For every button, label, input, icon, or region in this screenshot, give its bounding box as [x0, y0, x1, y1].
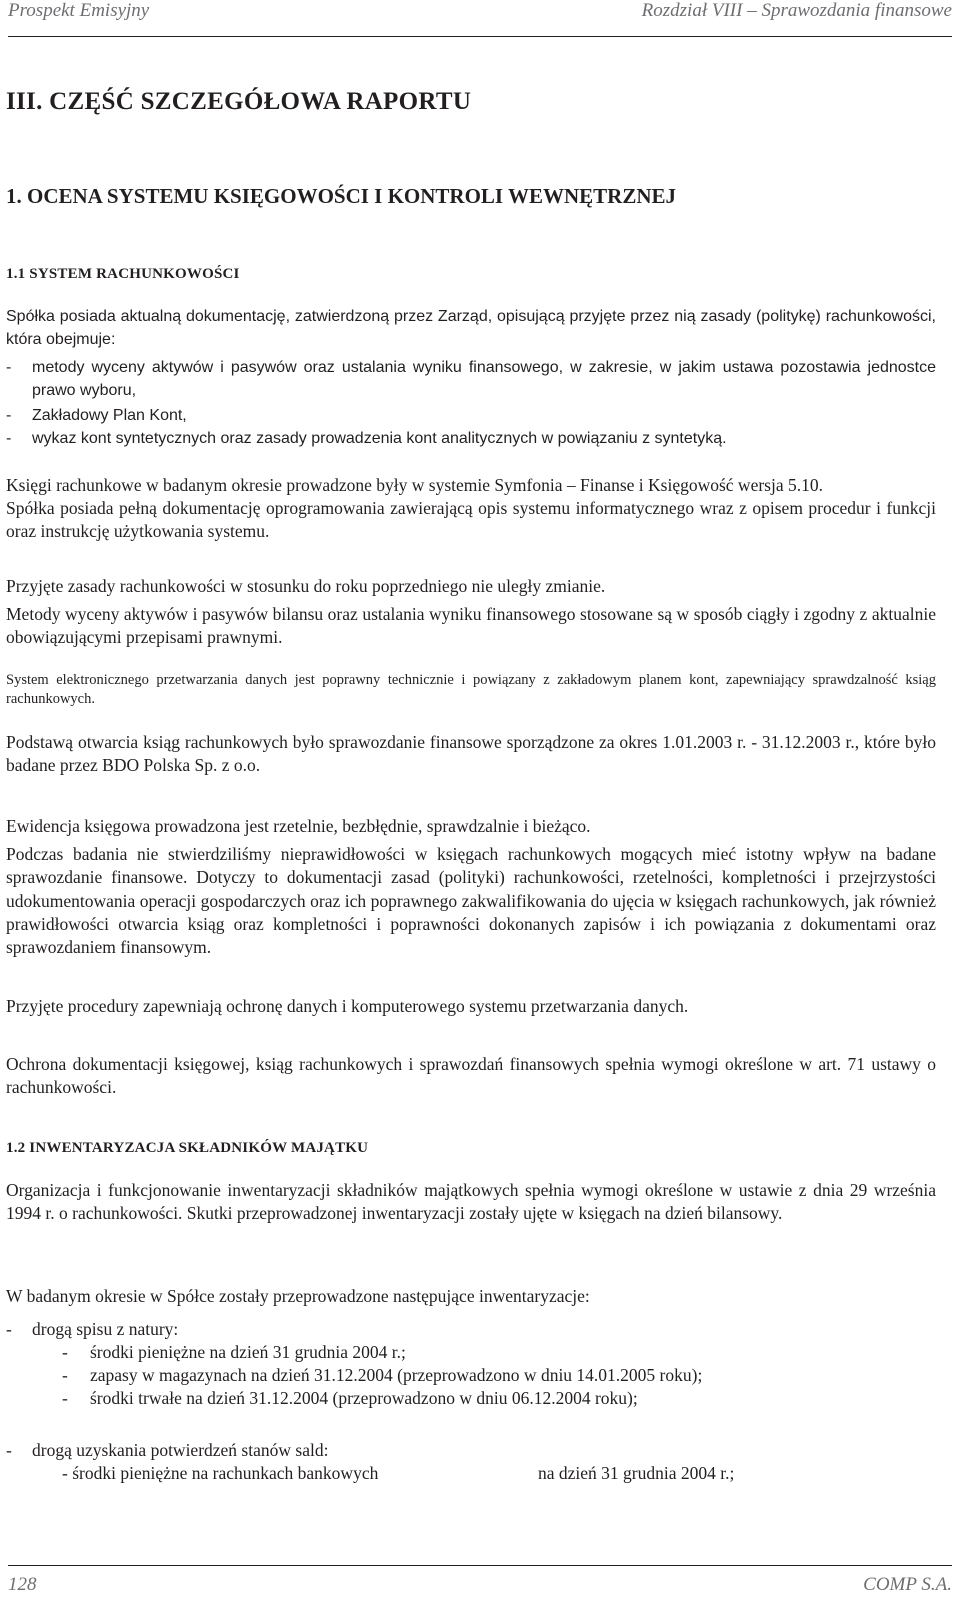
- section-1-heading: 1. OCENA SYSTEMU KSIĘGOWOŚCI I KONTROLI WEWNĘTRZNEJ: [6, 184, 677, 208]
- list-item: - Zakładowy Plan Kont,: [6, 407, 187, 424]
- valuation-methods-paragraph: Metody wyceny aktywów i pasywów bilansu oraz ustalania wyniku finansowego stosowane są w sposób ciągły i zgodny z aktualnie obowiązującymi przepisami prawnymi.: [6, 604, 936, 648]
- records-paragraph: Ewidencja księgowa prowadzona jest rzetelnie, bezbłędnie, sprawdzalnie i bieżąco.: [6, 816, 591, 836]
- list-item: - środki trwałe na dzień 31.12.2004 (przeprowadzono w dniu 06.12.2004 roku);: [62, 1388, 638, 1408]
- header-right: Rozdział VIII – Sprawozdania finansowe: [641, 0, 952, 21]
- accounting-policy-intro: Spółka posiada aktualną dokumentację, zatwierdzoną przez Zarząd, opisującą przyjęte przez nią zasady (politykę) rachunkowości, która obejmuje:: [6, 308, 936, 349]
- data-protection-paragraph: Przyjęte procedury zapewniają ochronę danych i komputerowego systemu przetwarzania danych.: [6, 996, 689, 1016]
- section-1-1-heading: 1.1 SYSTEM RACHUNKOWOŚCI: [6, 266, 240, 282]
- list-item: - metody wyceny aktywów i pasywów oraz ustalania wyniku finansowego, w zakresie, w jakim ustawa pozostawia jednostce prawo wyboru,: [6, 359, 936, 399]
- books-system-paragraph: Księgi rachunkowe w badanym okresie prowadzone były w systemie Symfonia – Finanse i Księgowość wersja 5.10.: [6, 475, 823, 495]
- list-item: - drogą spisu z natury:: [6, 1319, 179, 1339]
- software-docs-paragraph: Spółka posiada pełną dokumentację oprogramowania zawierającą opis systemu informatycznego wraz z opisem procedur i funkcji oraz instrukcję użytkowania systemu.: [6, 498, 936, 542]
- audit-findings-paragraph: Podczas badania nie stwierdziliśmy nieprawidłowości w księgach rachunkowych mogących mieć istotny wpływ na badane sprawozdanie finansowe. Dotyczy to dokumentacji zasad (polityki) rachunkowości, rzetelności, kompletności i przejrzystości udokumentowania operacji gospodarczych oraz ich poprawnego zakwalifikowania do ujęcia w księgach rachunkowych, jak również prawidłowości otwarcia ksiąg oraz kompletności i poprawności dokonanych zapisów i ich powiązania z dokumentami oraz sprawozdaniem finansowym.: [6, 844, 936, 958]
- section-1-2-heading: 1.2 INWENTARYZACJA SKŁADNIKÓW MAJĄTKU: [6, 1140, 369, 1156]
- header-rule: [8, 36, 952, 37]
- opening-balance-paragraph: Podstawą otwarcia ksiąg rachunkowych było sprawozdanie finansowe sporządzone za okres 1.01.2003 r. - 31.12.2003 r., które było badane przez BDO Polska Sp. z o.o.: [6, 732, 936, 776]
- list-item: - drogą uzyskania potwierdzeń stanów sald:: [6, 1440, 329, 1460]
- inventory-organization-paragraph: Organizacja i funkcjonowanie inwentaryzacji składników majątkowych spełnia wymogi określone w ustawie z dnia 29 września 1994 r. o rachunkowości. Skutki przeprowadzonej inwentaryzacji zostały ujęte w księgach na dzień bilansowy.: [6, 1180, 936, 1224]
- list-item: - wykaz kont syntetycznych oraz zasady prowadzenia kont analitycznych w powiązaniu z syntetyką.: [6, 430, 727, 447]
- list-item: - środki pieniężne na rachunkach bankowych na dzień 31 grudnia 2004 r.;: [62, 1463, 735, 1483]
- documentation-protection-paragraph: Ochrona dokumentacji księgowej, ksiąg rachunkowych i sprawozdań finansowych spełnia wymogi określone w art. 71 ustawy o rachunkowości.: [6, 1054, 936, 1098]
- running-header: [8, 0, 952, 28]
- policy-unchanged-paragraph: Przyjęte zasady rachunkowości w stosunku do roku poprzedniego nie uległy zmianie.: [6, 576, 606, 596]
- part-title: III. CZĘŚĆ SZCZEGÓŁOWA RAPORTU: [6, 88, 472, 115]
- inventory-list-intro: W badanym okresie w Spółce zostały przeprowadzone następujące inwentaryzacje:: [6, 1286, 590, 1306]
- list-item: - środki pieniężne na dzień 31 grudnia 2004 r.;: [62, 1342, 406, 1362]
- footer-rule: [8, 1565, 952, 1566]
- header-left: Prospekt Emisyjny: [8, 0, 150, 21]
- running-footer: [8, 1574, 952, 1596]
- page-number: 128: [8, 1574, 37, 1595]
- list-item: - zapasy w magazynach na dzień 31.12.2004 (przeprowadzono w dniu 14.01.2005 roku);: [62, 1365, 703, 1385]
- edp-system-paragraph: System elektronicznego przetwarzania danych jest poprawny technicznie i powiązany z zakładowym planem kont, zapewniający sprawdzalność ksiąg rachunkowych.: [6, 672, 936, 707]
- footer-company: COMP S.A.: [863, 1574, 952, 1595]
